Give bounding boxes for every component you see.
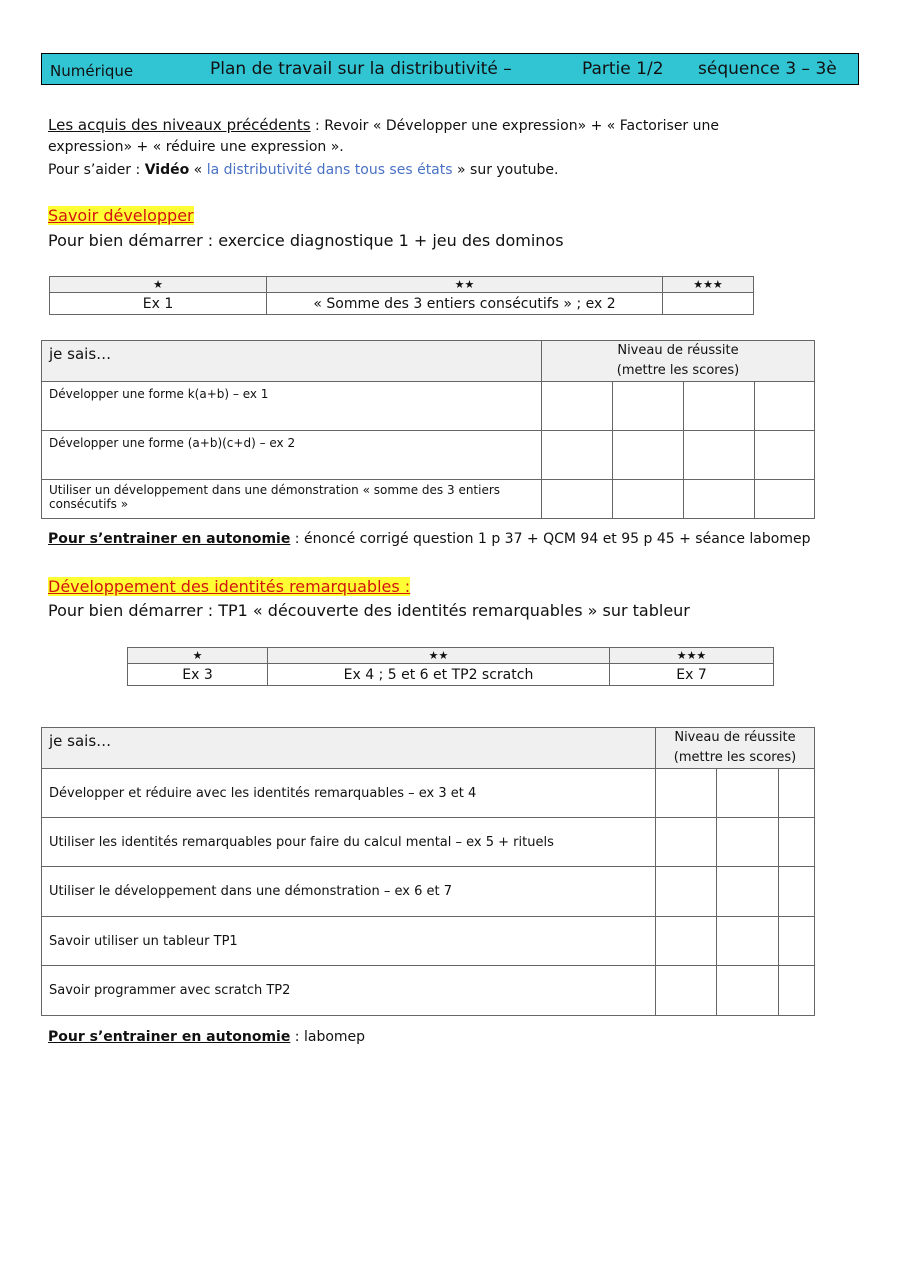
skill-label: Savoir utiliser un tableur TP1 [42, 917, 656, 966]
level-header-1: Niveau de réussite [674, 730, 796, 745]
section1-heading: Savoir développer [48, 206, 194, 225]
score-cell[interactable] [684, 480, 755, 519]
star-cell-1: Ex 1 [50, 293, 267, 315]
star-cell-3 [663, 293, 754, 315]
section2-heading-wrap [48, 577, 410, 596]
section2-autonomy [48, 1029, 365, 1045]
level-header [656, 728, 815, 769]
skill-label: Savoir programmer avec scratch TP2 [42, 966, 656, 1016]
section2-skills-table [41, 727, 815, 1016]
score-cell[interactable] [684, 382, 755, 431]
star-header-1: ★ [128, 648, 268, 664]
section1-skills-table [41, 340, 815, 519]
score-cell[interactable] [656, 966, 717, 1016]
score-cell[interactable] [755, 431, 815, 480]
autonomy-text: : labomep [290, 1029, 366, 1045]
score-cell[interactable] [717, 917, 779, 966]
skill-label: Développer et réduire avec les identités remarquables – ex 3 et 4 [42, 769, 656, 818]
section1-heading-wrap [48, 206, 194, 225]
star-header-2: ★★ [268, 648, 610, 664]
star-cell-2: Ex 4 ; 5 et 6 et TP2 scratch [268, 664, 610, 686]
aide-label: Pour s’aider : [48, 162, 145, 178]
aide-video: Vidéo [144, 162, 190, 178]
aide-tail: » sur youtube. [452, 162, 559, 178]
header-part: Partie 1/2 [582, 59, 664, 79]
star-header-3: ★★★ [610, 648, 774, 664]
star-header-2: ★★ [267, 277, 663, 293]
score-cell[interactable] [656, 867, 717, 917]
score-cell[interactable] [717, 818, 779, 867]
score-cell[interactable] [542, 431, 613, 480]
score-cell[interactable] [779, 966, 815, 1016]
score-cell[interactable] [613, 480, 684, 519]
star-header-3: ★★★ [663, 277, 754, 293]
header-title: Plan de travail sur la distributivité – [210, 59, 512, 79]
autonomy-label: Pour s’entrainer en autonomie [48, 531, 291, 547]
skill-label: Développer une forme (a+b)(c+d) – ex 2 [42, 431, 542, 480]
level-header-1: Niveau de réussite [617, 343, 739, 358]
score-cell[interactable] [656, 917, 717, 966]
score-cell[interactable] [755, 382, 815, 431]
score-cell[interactable] [656, 769, 717, 818]
section1-stars-table [49, 276, 754, 315]
intro-aide-line [48, 162, 558, 178]
header-sequence: séquence 3 – 3è [698, 59, 837, 79]
section2-heading: Développement des identités remarquables : [48, 577, 411, 596]
autonomy-label: Pour s’entrainer en autonomie [48, 1029, 291, 1045]
score-cell[interactable] [717, 867, 779, 917]
score-cell[interactable] [779, 917, 815, 966]
section2-stars-table [127, 647, 774, 686]
acquis-text-1: : Revoir « Développer une expression» + « Factoriser une [310, 118, 719, 134]
score-cell[interactable] [613, 431, 684, 480]
star-header-1: ★ [50, 277, 267, 293]
acquis-label: Les acquis des niveaux précédents [48, 116, 311, 134]
score-cell[interactable] [684, 431, 755, 480]
section2-start: Pour bien démarrer : TP1 « découverte des identités remarquables » sur tableur [48, 601, 690, 620]
skills-header: je sais… [42, 728, 656, 769]
header-subject: Numérique [50, 62, 134, 80]
level-header-2: (mettre les scores) [616, 363, 740, 378]
header-banner [41, 53, 859, 85]
score-cell[interactable] [542, 480, 613, 519]
level-header [542, 341, 815, 382]
score-cell[interactable] [717, 966, 779, 1016]
star-cell-3: Ex 7 [610, 664, 774, 686]
acquis-text-2: expression» + « réduire une expression ». [48, 139, 344, 155]
score-cell[interactable] [613, 382, 684, 431]
score-cell[interactable] [717, 769, 779, 818]
aide-quote-open: « [189, 162, 207, 178]
section1-start: Pour bien démarrer : exercice diagnostique 1 + jeu des dominos [48, 231, 564, 250]
score-cell[interactable] [779, 769, 815, 818]
skills-header: je sais… [42, 341, 542, 382]
star-cell-2: « Somme des 3 entiers consécutifs » ; ex 2 [267, 293, 663, 315]
section1-autonomy [48, 531, 810, 547]
level-header-2: (mettre les scores) [673, 750, 797, 765]
intro-acquis-line-1 [48, 116, 719, 134]
score-cell[interactable] [656, 818, 717, 867]
skill-label: Utiliser un développement dans une démonstration « somme des 3 entiers consécutifs » [42, 480, 542, 519]
skill-label: Utiliser les identités remarquables pour faire du calcul mental – ex 5 + rituels [42, 818, 656, 867]
video-link[interactable]: la distributivité dans tous ses états [206, 162, 453, 178]
star-cell-1: Ex 3 [128, 664, 268, 686]
skill-label: Développer une forme k(a+b) – ex 1 [42, 382, 542, 431]
score-cell[interactable] [779, 867, 815, 917]
score-cell[interactable] [542, 382, 613, 431]
score-cell[interactable] [755, 480, 815, 519]
score-cell[interactable] [779, 818, 815, 867]
autonomy-text: : énoncé corrigé question 1 p 37 + QCM 94 et 95 p 45 + séance labomep [290, 531, 811, 547]
skill-label: Utiliser le développement dans une démonstration – ex 6 et 7 [42, 867, 656, 917]
